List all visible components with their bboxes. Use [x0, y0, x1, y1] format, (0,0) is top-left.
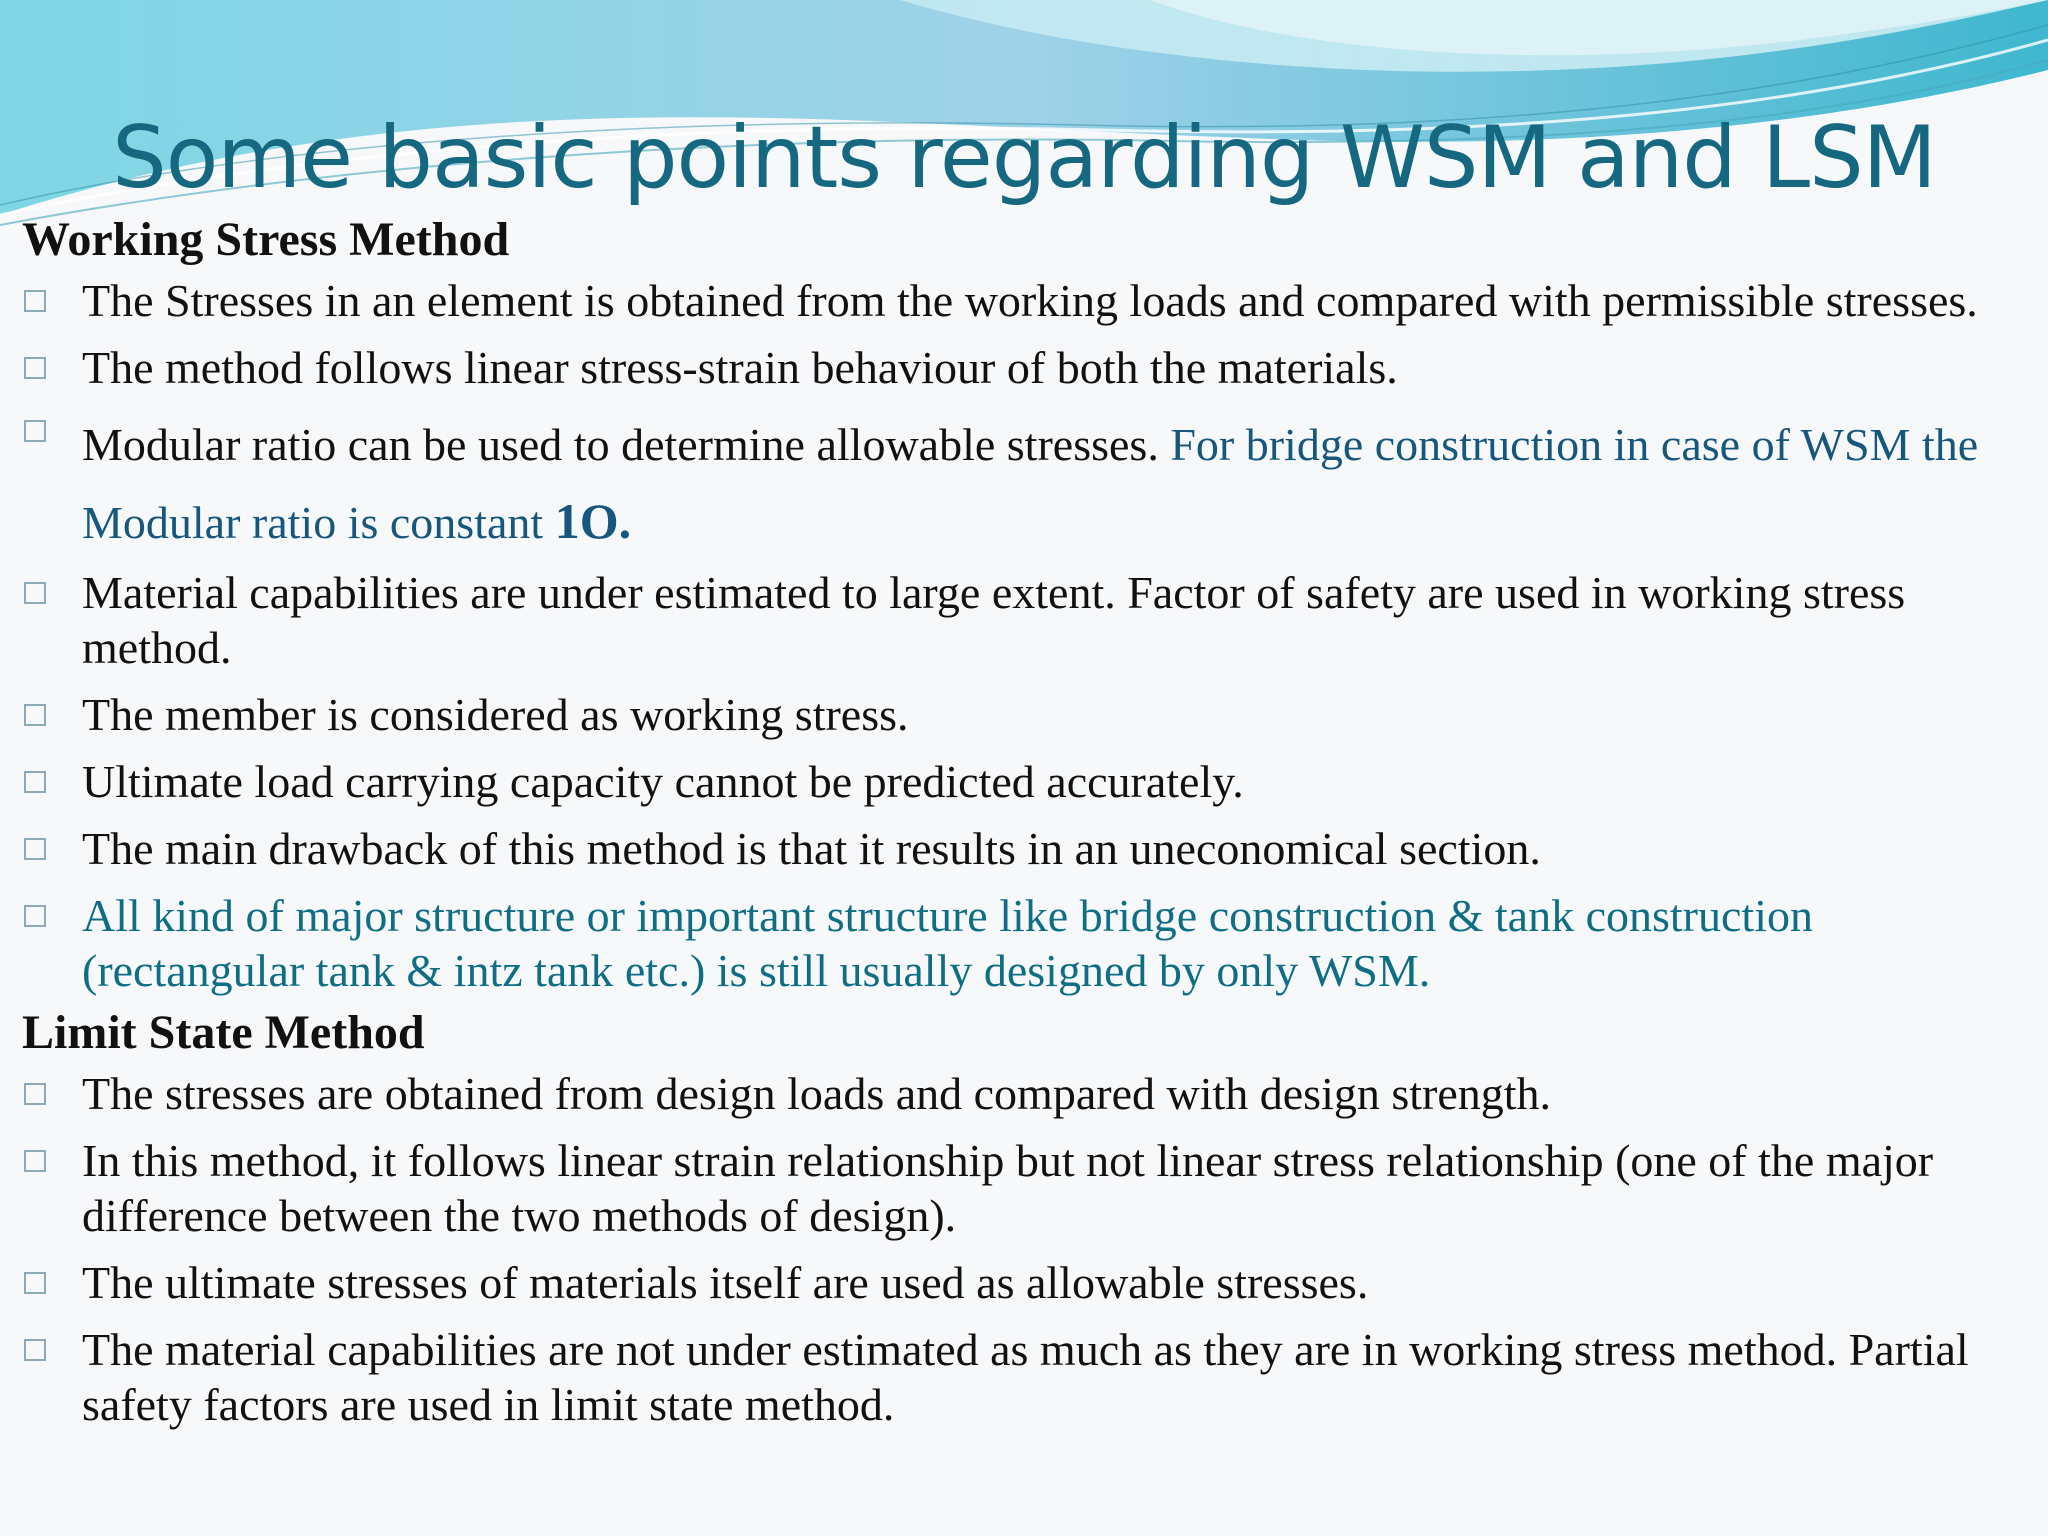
square-bullet-icon — [24, 290, 46, 312]
slide-content — [22, 213, 2032, 1432]
list-item — [22, 273, 2032, 328]
square-bullet-icon — [24, 838, 46, 860]
bullet-text: The method follows linear stress-strain behaviour of both the materials. — [82, 342, 1398, 393]
list-item — [22, 565, 2032, 675]
bullet-text: Ultimate load carrying capacity cannot be predicted accurately. — [82, 756, 1244, 807]
square-bullet-icon — [24, 357, 46, 379]
list-item — [22, 888, 2032, 998]
list-item — [22, 754, 2032, 809]
wsm-bullet-list — [22, 273, 2032, 998]
highlight-value: 1O. — [554, 493, 632, 549]
bullet-text: Modular ratio can be used to determine allowable stresses. — [82, 419, 1171, 470]
bullet-text: All kind of major structure or important structure like bridge construction & tank construction (rectangular tank & intz tank etc.) is still usually designed by only WSM. — [82, 890, 1813, 996]
wsm-heading: Working Stress Method — [22, 213, 510, 266]
bullet-text: Material capabilities are under estimated to large extent. Factor of safety are used in working stress method. — [82, 567, 1906, 673]
bullet-text: The ultimate stresses of materials itself are used as allowable stresses. — [82, 1257, 1369, 1308]
bullet-text: The main drawback of this method is that it results in an uneconomical section. — [82, 823, 1541, 874]
square-bullet-icon — [24, 420, 46, 442]
bullet-text: The member is considered as working stress. — [82, 689, 909, 740]
list-item — [22, 1255, 2032, 1310]
square-bullet-icon — [24, 1339, 46, 1361]
lsm-heading: Limit State Method — [22, 1006, 425, 1059]
square-bullet-icon — [24, 1272, 46, 1294]
slide-title: Some basic points regarding WSM and LSM — [112, 108, 1936, 208]
lsm-bullet-list — [22, 1066, 2032, 1432]
square-bullet-icon — [24, 905, 46, 927]
bullet-text: The stresses are obtained from design loads and compared with design strength. — [82, 1068, 1552, 1119]
list-item — [22, 687, 2032, 742]
list-item — [22, 821, 2032, 876]
square-bullet-icon — [24, 771, 46, 793]
list-item — [22, 340, 2032, 395]
square-bullet-icon — [24, 1083, 46, 1105]
square-bullet-icon — [24, 704, 46, 726]
list-item — [22, 1133, 2032, 1243]
list-item — [22, 1322, 2032, 1432]
highlight-text: For bridge construction in case of WSM the Modular ratio is constant — [82, 419, 1979, 548]
list-item — [22, 407, 2032, 561]
bullet-text: The material capabilities are not under estimated as much as they are in working stress method. Partial safety factors are used in limit state method. — [82, 1324, 1969, 1430]
bullet-text: In this method, it follows linear strain relationship but not linear stress relationship (one of the major difference between the two methods of design). — [82, 1135, 1934, 1241]
square-bullet-icon — [24, 1150, 46, 1172]
square-bullet-icon — [24, 582, 46, 604]
list-item — [22, 1066, 2032, 1121]
bullet-text: The Stresses in an element is obtained from the working loads and compared with permissible stresses. — [82, 275, 1978, 326]
